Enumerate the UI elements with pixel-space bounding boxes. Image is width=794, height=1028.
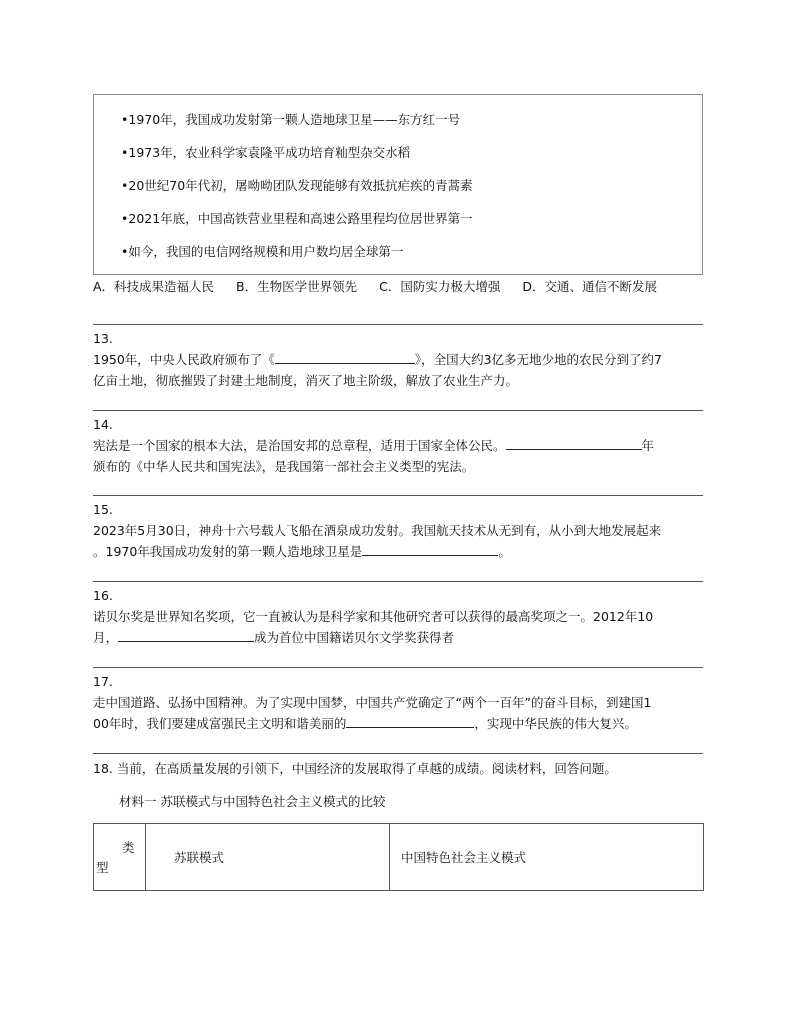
- question-16: [93, 585, 703, 648]
- option-b[interactable]: B．生物医学世界领先: [236, 279, 358, 294]
- material-item: •1970年，我国成功发射第一颗人造地球卫星——东方红一号: [121, 112, 461, 127]
- table-header-type: 型: [96, 860, 109, 875]
- question-text: 颁布的《中华人民共和国宪法》，是我国第一部社会主义类型的宪法。: [93, 459, 475, 474]
- materials-box: [93, 94, 703, 275]
- divider: [93, 495, 703, 496]
- comparison-table: [93, 823, 704, 891]
- question-15: [93, 499, 703, 562]
- material-item: •2021年底，中国高铁营业里程和高速公路里程均位居世界第一: [121, 211, 473, 226]
- material-item: •如今，我国的电信网络规模和用户数均居全球第一: [121, 244, 404, 259]
- question-text: 走中国道路、弘扬中国精神。为了实现中国梦，中国共产党确定了“两个一百年”的奋斗目标，到建国1: [93, 695, 652, 710]
- divider: [93, 410, 703, 411]
- question-text: 成为首位中国籍诺贝尔文学奖获得者: [254, 630, 455, 645]
- divider: [93, 753, 703, 754]
- answer-blank[interactable]: [362, 541, 498, 556]
- divider: [93, 324, 703, 325]
- question-text: 。: [498, 544, 511, 559]
- question-text: 年: [641, 438, 655, 453]
- question-number: 14.: [93, 417, 113, 432]
- column-divider: [145, 824, 146, 890]
- table-header-china: 中国特色社会主义模式: [401, 850, 527, 865]
- answer-blank[interactable]: [506, 435, 642, 450]
- question-text: 宪法是一个国家的根本大法，是治国安邦的总章程，适用于国家全体公民。: [93, 438, 506, 453]
- question-number: 15.: [93, 502, 113, 517]
- question-text: 亿亩土地，彻底摧毁了封建土地制度，消灭了地主阶级，解放了农业生产力。: [93, 373, 519, 388]
- table-header-type: 类: [122, 840, 135, 855]
- question-text: 月，: [93, 630, 119, 645]
- table-header-soviet: 苏联模式: [174, 850, 225, 865]
- question-number: 16.: [93, 588, 113, 603]
- question-number: 17.: [93, 674, 113, 689]
- column-divider: [389, 824, 390, 890]
- question-text: 1950年，中央人民政府颁布了《: [93, 352, 275, 367]
- material-item: •20世纪70年代初，屠呦呦团队发现能够有效抵抗疟疾的青蒿素: [121, 178, 473, 193]
- answer-options: [93, 276, 675, 297]
- question-text: 》，全国大约3亿多无地少地的农民分到了约7: [414, 352, 662, 367]
- option-c[interactable]: C．国防实力极大增强: [379, 279, 501, 294]
- question-text: 诺贝尔奖是世界知名奖项，它一直被认为是科学家和其他研究者可以获得的最高奖项之一。2012年10: [93, 609, 654, 624]
- question-number: 13.: [93, 331, 113, 346]
- divider: [93, 667, 703, 668]
- answer-blank[interactable]: [275, 349, 415, 364]
- question-text: 。1970年我国成功发射的第一颗人造地球卫星是: [93, 544, 363, 559]
- option-d[interactable]: D．交通、通信不断发展: [522, 279, 657, 294]
- question-text: ，实现中华民族的伟大复兴。: [474, 716, 637, 731]
- question-14: [93, 414, 703, 477]
- question-17: [93, 671, 703, 734]
- question-text: 2023年5月30日，神舟十六号载人飞船在酒泉成功发射。我国航天技术从无到有，从小到大地发展起来: [93, 523, 662, 538]
- question-text: 00年时，我们要建成富强民主文明和谐美丽的: [93, 716, 347, 731]
- option-a[interactable]: A．科技成果造福人民: [93, 279, 215, 294]
- answer-blank[interactable]: [346, 713, 474, 728]
- answer-blank[interactable]: [118, 627, 254, 642]
- material-item: •1973年，农业科学家袁隆平成功培育籼型杂交水稻: [121, 145, 411, 160]
- material-title: 材料一 苏联模式与中国特色社会主义模式的比较: [119, 794, 386, 809]
- question-13: [93, 328, 703, 391]
- question-18-stem: 18. 当前，在高质量发展的引领下，中国经济的发展取得了卓越的成绩。阅读材料，回答问题。: [93, 761, 617, 776]
- divider: [93, 581, 703, 582]
